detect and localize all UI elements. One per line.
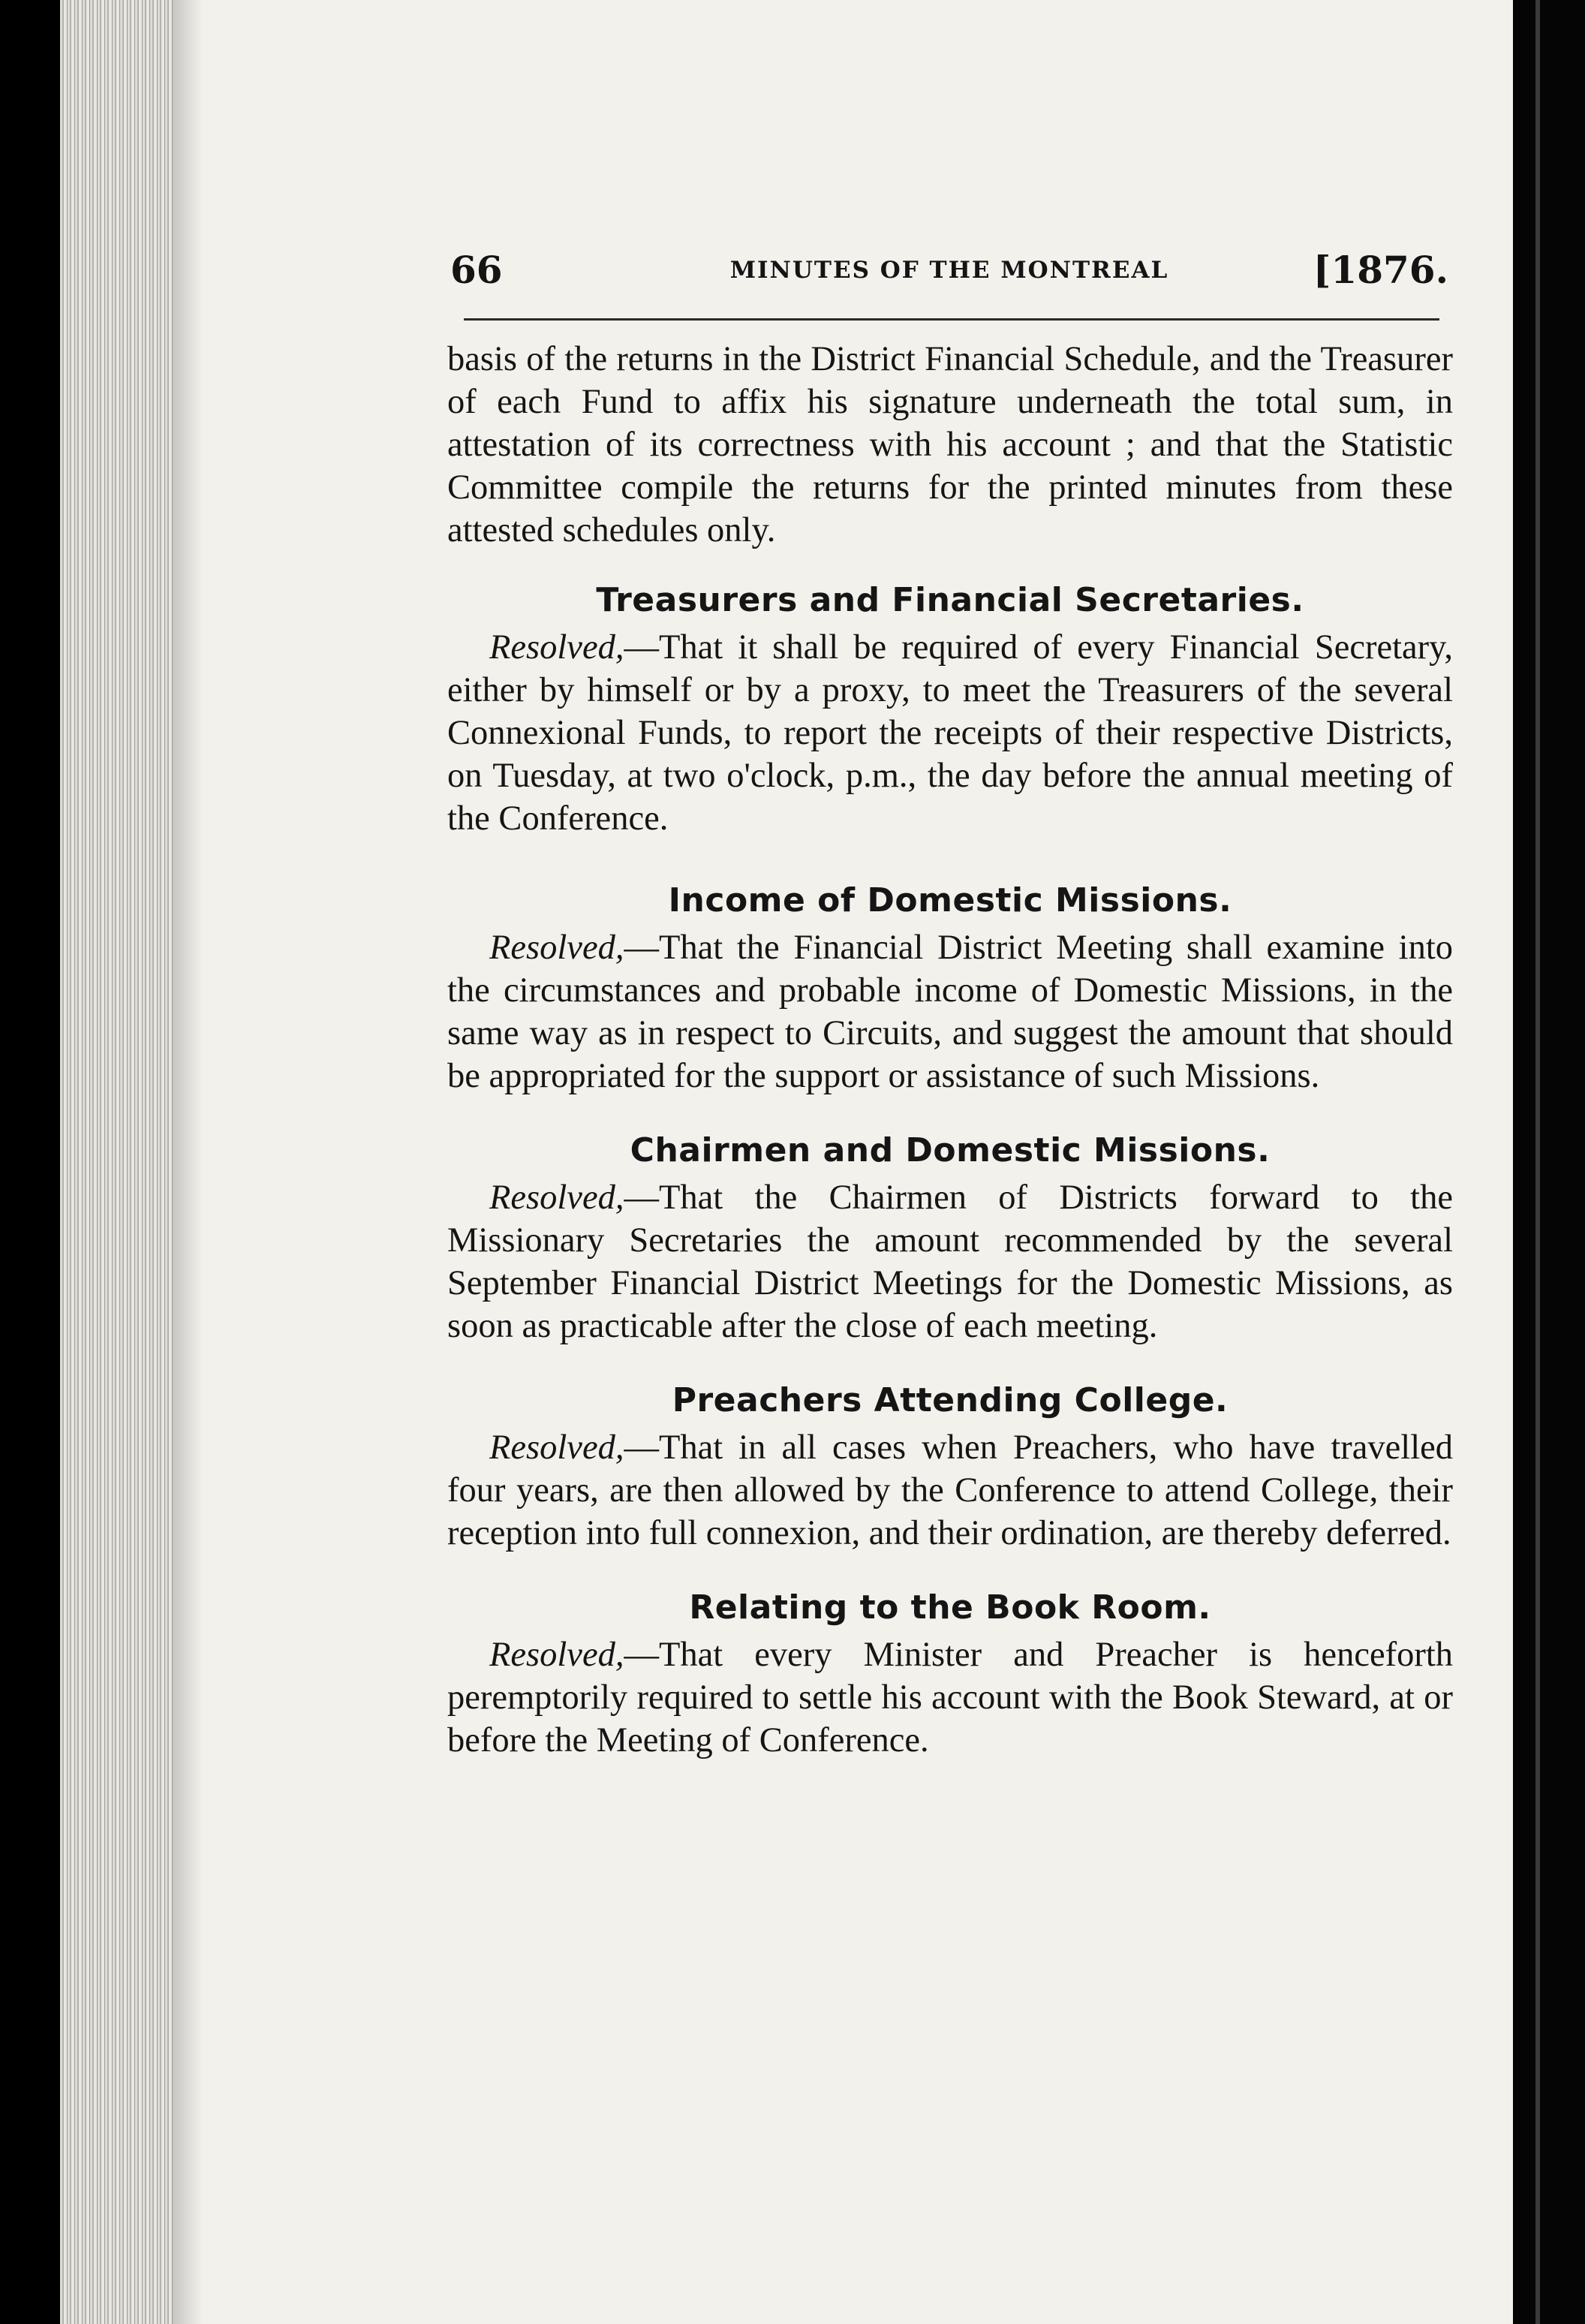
running-year: [1876. bbox=[1313, 248, 1448, 292]
section-body: —That the Financial District Meeting shall examine into the circumstances and probable income of Domestic Missions, in the same way as in respect to Circuits, and suggest the amount that should be appropriated for the support or assistance of such Missions. bbox=[447, 929, 1453, 1095]
header-rule bbox=[464, 318, 1439, 321]
section-body: —That it shall be required of every Financial Secretary, either by himself or by a proxy, to meet the Treasurers of the several Connexional Funds, to report the receipts of their respective Districts, on Tuesday, at two o'clock, p.m., the day before the annual meeting of the Conference. bbox=[447, 628, 1453, 838]
resolved-lead: Resolved, bbox=[489, 1636, 624, 1674]
facing-page-edge bbox=[1535, 0, 1540, 2324]
section-paragraph-preachers bbox=[447, 1426, 1453, 1555]
section-body: —That in all cases when Preachers, who have travelled four years, are then allowed by the Conference to attend College, their reception into full connexion, and their ordination, are thereby deferred. bbox=[447, 1428, 1453, 1552]
section-heading-preachers: Preachers Attending College. bbox=[672, 1381, 1229, 1419]
page-edges bbox=[60, 0, 173, 2324]
running-title: MINUTES OF THE MONTREAL bbox=[729, 257, 1169, 284]
gutter-shadow bbox=[173, 0, 203, 2324]
resolved-lead: Resolved, bbox=[489, 628, 624, 667]
resolved-lead: Resolved, bbox=[489, 1179, 624, 1217]
section-body: —That every Minister and Preacher is henceforth peremptorily required to settle his account with the Book Steward, at or before the Meeting of Conference. bbox=[447, 1636, 1453, 1760]
section-heading-chairmen: Chairmen and Domestic Missions. bbox=[630, 1131, 1271, 1170]
section-heading-book-room: Relating to the Book Room. bbox=[689, 1588, 1211, 1627]
running-head bbox=[450, 248, 1448, 300]
section-paragraph-income bbox=[447, 926, 1453, 1097]
section-heading-treasurers: Treasurers and Financial Secretaries. bbox=[596, 581, 1304, 619]
section-paragraph-book-room bbox=[447, 1633, 1453, 1762]
section-paragraph-treasurers bbox=[447, 626, 1453, 840]
intro-paragraph: basis of the returns in the District Financial Schedule, and the Treasurer of each Fund to affix his signature underneath the total sum, in attestation of its correctness with his account ; and that the Statistic Committee compile the returns for the printed minutes from these attested schedules only. bbox=[447, 340, 1453, 549]
section-heading-income: Income of Domestic Missions. bbox=[668, 881, 1232, 920]
section-body: —That the Chairmen of Districts forward to the Missionary Secretaries the amount recommended by the several September Financial District Meetings for the Domestic Missions, as soon as practicable after the close of each meeting. bbox=[447, 1179, 1453, 1345]
resolved-lead: Resolved, bbox=[489, 1428, 624, 1467]
page-body bbox=[447, 338, 1453, 1762]
scan-border bbox=[1513, 0, 1585, 2324]
section-paragraph-chairmen bbox=[447, 1176, 1453, 1347]
page-number: 66 bbox=[450, 248, 503, 292]
resolved-lead: Resolved, bbox=[489, 929, 624, 967]
